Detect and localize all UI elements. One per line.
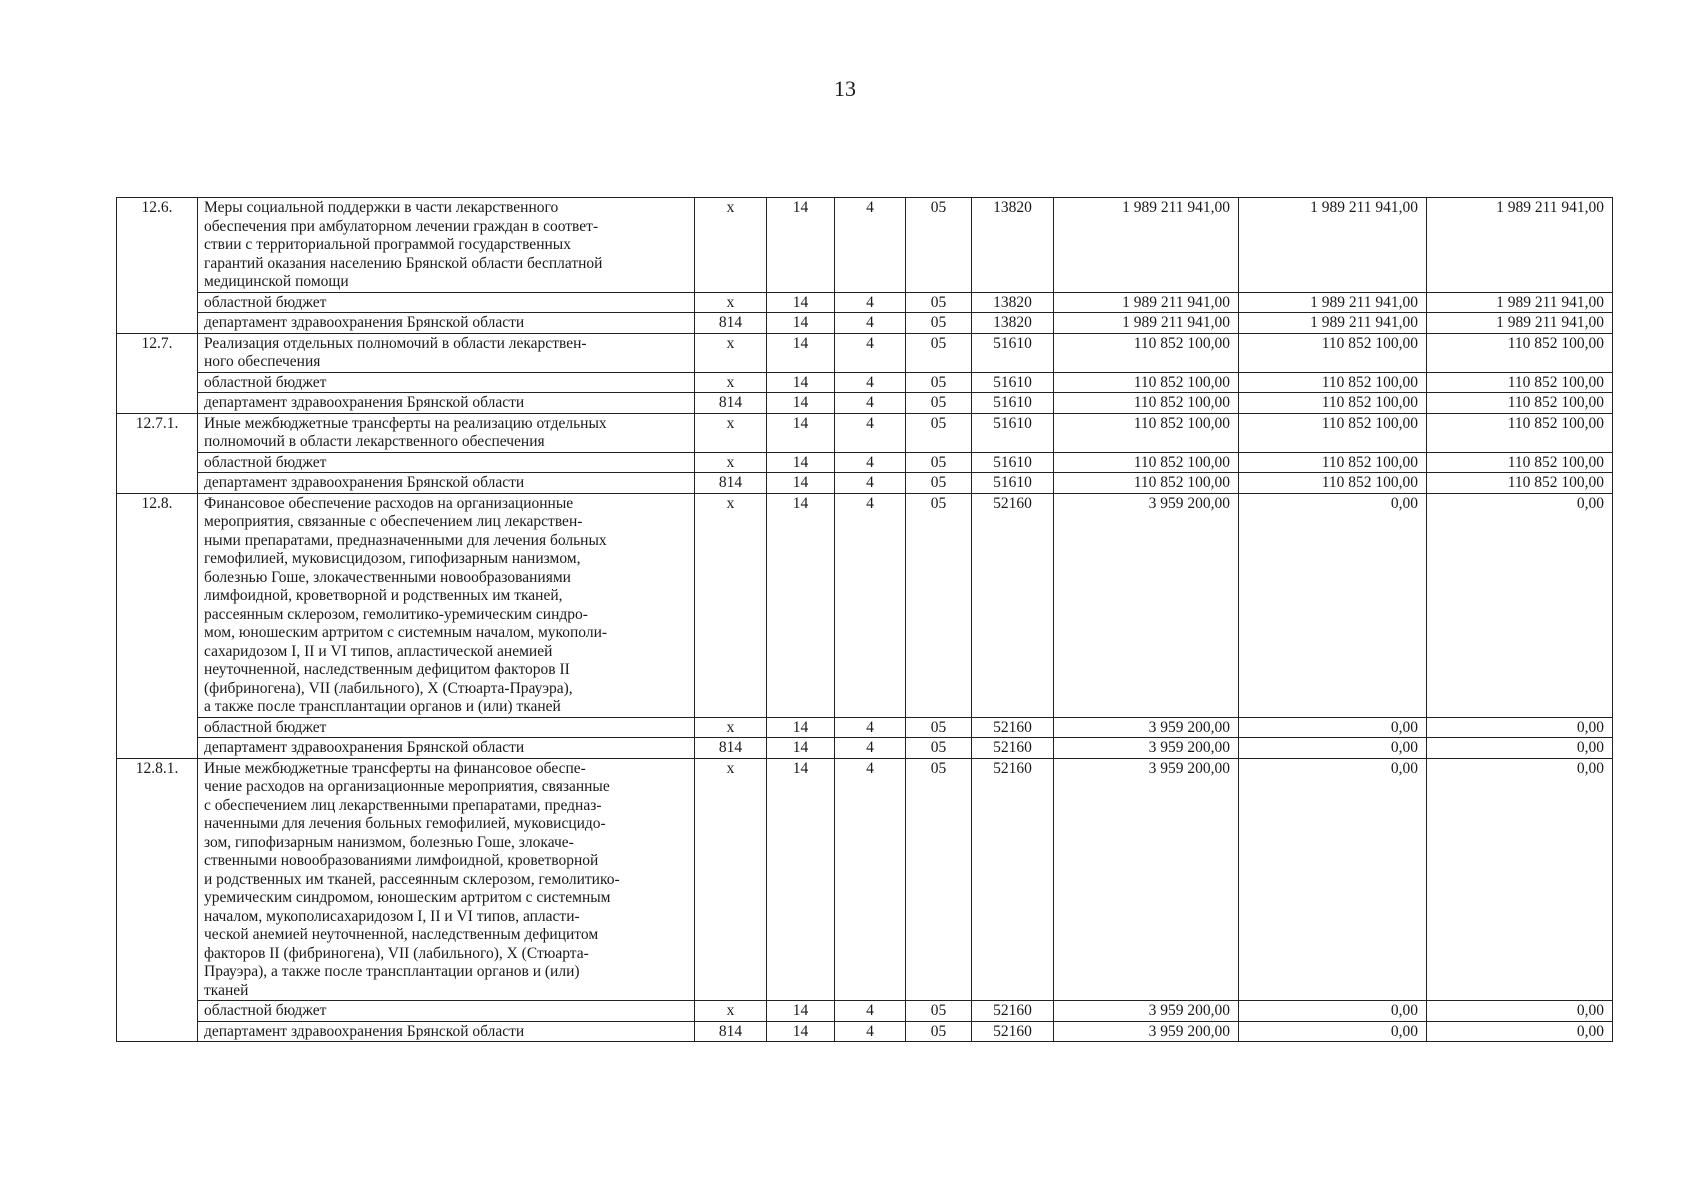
code-cell: 14 bbox=[767, 1001, 835, 1022]
page-number: 13 bbox=[834, 76, 856, 101]
amount-cell: 3 959 200,00 bbox=[1054, 758, 1239, 1001]
code-cell: 14 bbox=[767, 717, 835, 738]
row-description bbox=[198, 198, 695, 293]
code-cell: 05 bbox=[906, 473, 972, 494]
amount-cell: 110 852 100,00 bbox=[1239, 473, 1427, 494]
description-line: ного обеспечения bbox=[204, 353, 321, 370]
code-cell: 05 bbox=[906, 717, 972, 738]
code-cell: 4 bbox=[835, 393, 906, 414]
table-row bbox=[117, 493, 1613, 717]
amount-cell: 110 852 100,00 bbox=[1427, 393, 1613, 414]
table-row bbox=[117, 333, 1613, 372]
description-line: уремическим синдромом, юношеским артритом с системным bbox=[204, 889, 611, 906]
code-cell: 05 bbox=[906, 313, 972, 334]
code-cell: 05 bbox=[906, 758, 972, 1001]
subrow-description: областной бюджет bbox=[198, 1001, 695, 1022]
code-cell: 14 bbox=[767, 393, 835, 414]
budget-table bbox=[116, 197, 1613, 1042]
code-cell: 05 bbox=[906, 198, 972, 293]
amount-cell: 1 989 211 941,00 bbox=[1427, 198, 1613, 293]
amount-cell: 110 852 100,00 bbox=[1054, 473, 1239, 494]
subrow-description: департамент здравоохранения Брянской области bbox=[198, 738, 695, 759]
amount-cell: 110 852 100,00 bbox=[1054, 333, 1239, 372]
description-line: ствии с территориальной программой государственных bbox=[204, 236, 571, 253]
code-cell: 4 bbox=[835, 292, 906, 313]
code-cell: 51610 bbox=[972, 413, 1054, 452]
code-cell: 14 bbox=[767, 313, 835, 334]
row-description bbox=[198, 493, 695, 717]
table-subrow bbox=[117, 717, 1613, 738]
code-cell: x bbox=[695, 493, 767, 717]
subrow-description: департамент здравоохранения Брянской области bbox=[198, 313, 695, 334]
amount-cell: 0,00 bbox=[1239, 1021, 1427, 1042]
code-cell: 05 bbox=[906, 413, 972, 452]
description-line: гемофилией, муковисцидозом, гипофизарным нанизмом, bbox=[204, 550, 581, 567]
amount-cell: 0,00 bbox=[1427, 717, 1613, 738]
description-line: медицинской помощи bbox=[204, 273, 349, 290]
code-cell: 14 bbox=[767, 473, 835, 494]
description-line: Меры социальной поддержки в части лекарственного bbox=[204, 199, 559, 216]
table-subrow bbox=[117, 473, 1613, 494]
code-cell: 4 bbox=[835, 333, 906, 372]
amount-cell: 110 852 100,00 bbox=[1239, 333, 1427, 372]
table-subrow bbox=[117, 452, 1613, 473]
code-cell: 4 bbox=[835, 413, 906, 452]
code-cell: 4 bbox=[835, 198, 906, 293]
description-line: началом, мукополисахаридозом I, II и VI типов, апласти- bbox=[204, 907, 580, 925]
table-subrow bbox=[117, 372, 1613, 393]
code-cell: 4 bbox=[835, 738, 906, 759]
description-line: Иные межбюджетные трансферты на реализацию отдельных bbox=[204, 414, 607, 432]
amount-cell: 3 959 200,00 bbox=[1054, 1001, 1239, 1022]
description-line: болезнью Гоше, злокачественными новообразованиями bbox=[204, 568, 571, 586]
amount-cell: 3 959 200,00 bbox=[1054, 1021, 1239, 1042]
code-cell: x bbox=[695, 1001, 767, 1022]
amount-cell: 3 959 200,00 bbox=[1054, 493, 1239, 717]
code-cell: x bbox=[695, 758, 767, 1001]
amount-cell: 110 852 100,00 bbox=[1239, 413, 1427, 452]
amount-cell: 0,00 bbox=[1239, 738, 1427, 759]
amount-cell: 0,00 bbox=[1427, 493, 1613, 717]
row-number: 12.6. bbox=[117, 198, 198, 334]
description-line: обеспечения при амбулаторном лечении граждан в соответ- bbox=[204, 217, 599, 235]
table-subrow bbox=[117, 1001, 1613, 1022]
description-line: полномочий в области лекарственного обеспечения bbox=[204, 433, 545, 450]
amount-cell: 110 852 100,00 bbox=[1427, 333, 1613, 372]
amount-cell: 110 852 100,00 bbox=[1054, 393, 1239, 414]
amount-cell: 110 852 100,00 bbox=[1239, 452, 1427, 473]
code-cell: 05 bbox=[906, 1021, 972, 1042]
code-cell: 4 bbox=[835, 1001, 906, 1022]
amount-cell: 110 852 100,00 bbox=[1427, 452, 1613, 473]
code-cell: 14 bbox=[767, 758, 835, 1001]
description-line: ческой анемией неуточненной, наследственным дефицитом bbox=[204, 926, 599, 943]
description-line: мом, юношеским артритом с системным началом, мукополи- bbox=[204, 624, 608, 641]
subrow-description: областной бюджет bbox=[198, 717, 695, 738]
table-subrow bbox=[117, 393, 1613, 414]
amount-cell: 0,00 bbox=[1427, 1001, 1613, 1022]
subrow-description: департамент здравоохранения Брянской области bbox=[198, 1021, 695, 1042]
amount-cell: 3 959 200,00 bbox=[1054, 738, 1239, 759]
table-subrow bbox=[117, 738, 1613, 759]
amount-cell: 1 989 211 941,00 bbox=[1427, 292, 1613, 313]
code-cell: 14 bbox=[767, 493, 835, 717]
table-row bbox=[117, 413, 1613, 452]
code-cell: 05 bbox=[906, 1001, 972, 1022]
subrow-description: областной бюджет bbox=[198, 372, 695, 393]
amount-cell: 0,00 bbox=[1427, 738, 1613, 759]
code-cell: 4 bbox=[835, 493, 906, 717]
row-description bbox=[198, 333, 695, 372]
amount-cell: 110 852 100,00 bbox=[1054, 413, 1239, 452]
code-cell: 14 bbox=[767, 292, 835, 313]
amount-cell: 0,00 bbox=[1427, 1021, 1613, 1042]
code-cell: 05 bbox=[906, 333, 972, 372]
code-cell: 4 bbox=[835, 372, 906, 393]
code-cell: 814 bbox=[695, 313, 767, 334]
description-line: наченными для лечения больных гемофилией, муковисцидо- bbox=[204, 815, 606, 832]
row-number: 12.7. bbox=[117, 333, 198, 413]
description-line: рассеянным склерозом, гемолитико-уремическим синдро- bbox=[204, 605, 588, 623]
description-line: сахаридозом I, II и VI типов, апластической анемией bbox=[204, 642, 553, 660]
code-cell: 52160 bbox=[972, 717, 1054, 738]
code-cell: 4 bbox=[835, 473, 906, 494]
row-number: 12.8.1. bbox=[117, 758, 198, 1042]
description-line: (фибриногена), VII (лабильного), X (Стюарта-Прауэра), bbox=[204, 679, 573, 697]
description-line: мероприятия, связанные с обеспечением лиц лекарствен- bbox=[204, 513, 583, 530]
description-line: факторов II (фибриногена), VII (лабильного), X (Стюарта- bbox=[204, 944, 589, 962]
amount-cell: 110 852 100,00 bbox=[1054, 372, 1239, 393]
code-cell: 51610 bbox=[972, 333, 1054, 372]
amount-cell: 1 989 211 941,00 bbox=[1239, 198, 1427, 293]
code-cell: 4 bbox=[835, 313, 906, 334]
table-subrow bbox=[117, 313, 1613, 334]
amount-cell: 110 852 100,00 bbox=[1427, 372, 1613, 393]
code-cell: x bbox=[695, 717, 767, 738]
code-cell: 14 bbox=[767, 452, 835, 473]
code-cell: 51610 bbox=[972, 372, 1054, 393]
amount-cell: 110 852 100,00 bbox=[1427, 413, 1613, 452]
code-cell: 05 bbox=[906, 452, 972, 473]
code-cell: 05 bbox=[906, 738, 972, 759]
code-cell: 14 bbox=[767, 738, 835, 759]
subrow-description: департамент здравоохранения Брянской области bbox=[198, 473, 695, 494]
code-cell: 52160 bbox=[972, 1001, 1054, 1022]
subrow-description: департамент здравоохранения Брянской области bbox=[198, 393, 695, 414]
subrow-description: областной бюджет bbox=[198, 292, 695, 313]
code-cell: 52160 bbox=[972, 493, 1054, 717]
description-line: Финансовое обеспечение расходов на организационные bbox=[204, 494, 574, 512]
table-subrow bbox=[117, 1021, 1613, 1042]
description-line: а также после трансплантации органов и (или) тканей bbox=[204, 698, 561, 715]
code-cell: 4 bbox=[835, 717, 906, 738]
code-cell: 814 bbox=[695, 473, 767, 494]
amount-cell: 0,00 bbox=[1239, 1001, 1427, 1022]
code-cell: 14 bbox=[767, 413, 835, 452]
code-cell: 814 bbox=[695, 738, 767, 759]
amount-cell: 3 959 200,00 bbox=[1054, 717, 1239, 738]
table-subrow bbox=[117, 292, 1613, 313]
code-cell: 13820 bbox=[972, 313, 1054, 334]
description-line: ственными новообразованиями лимфоидной, кроветворной bbox=[204, 852, 599, 869]
code-cell: 52160 bbox=[972, 758, 1054, 1001]
code-cell: 05 bbox=[906, 393, 972, 414]
code-cell: 4 bbox=[835, 452, 906, 473]
code-cell: 4 bbox=[835, 758, 906, 1001]
code-cell: 52160 bbox=[972, 1021, 1054, 1042]
code-cell: 05 bbox=[906, 372, 972, 393]
code-cell: x bbox=[695, 198, 767, 293]
amount-cell: 0,00 bbox=[1239, 717, 1427, 738]
code-cell: 13820 bbox=[972, 198, 1054, 293]
code-cell: 51610 bbox=[972, 452, 1054, 473]
code-cell: 14 bbox=[767, 372, 835, 393]
code-cell: x bbox=[695, 333, 767, 372]
amount-cell: 1 989 211 941,00 bbox=[1054, 198, 1239, 293]
amount-cell: 110 852 100,00 bbox=[1054, 452, 1239, 473]
code-cell: x bbox=[695, 372, 767, 393]
row-description bbox=[198, 413, 695, 452]
code-cell: 14 bbox=[767, 1021, 835, 1042]
row-number: 12.7.1. bbox=[117, 413, 198, 493]
description-line: лимфоидной, кроветворной и родственных им тканей, bbox=[204, 587, 563, 604]
amount-cell: 1 989 211 941,00 bbox=[1239, 313, 1427, 334]
amount-cell: 110 852 100,00 bbox=[1239, 372, 1427, 393]
amount-cell: 0,00 bbox=[1239, 758, 1427, 1001]
table-row bbox=[117, 198, 1613, 293]
description-line: зом, гипофизарным нанизмом, болезнью Гоше, злокаче- bbox=[204, 833, 574, 851]
description-line: Иные межбюджетные трансферты на финансовое обеспе- bbox=[204, 759, 586, 777]
description-line: Прауэра), а также после трансплантации органов и (или) bbox=[204, 963, 580, 980]
code-cell: x bbox=[695, 413, 767, 452]
description-line: и родственных им тканей, рассеянным склерозом, гемолитико- bbox=[204, 870, 620, 888]
code-cell: 14 bbox=[767, 198, 835, 293]
amount-cell: 110 852 100,00 bbox=[1427, 473, 1613, 494]
code-cell: 4 bbox=[835, 1021, 906, 1042]
amount-cell: 0,00 bbox=[1427, 758, 1613, 1001]
amount-cell: 1 989 211 941,00 bbox=[1239, 292, 1427, 313]
amount-cell: 1 989 211 941,00 bbox=[1054, 292, 1239, 313]
code-cell: 51610 bbox=[972, 393, 1054, 414]
code-cell: 52160 bbox=[972, 738, 1054, 759]
amount-cell: 110 852 100,00 bbox=[1239, 393, 1427, 414]
amount-cell: 1 989 211 941,00 bbox=[1054, 313, 1239, 334]
code-cell: x bbox=[695, 452, 767, 473]
table-row bbox=[117, 758, 1613, 1001]
description-line: ными препаратами, предназначенными для лечения больных bbox=[204, 531, 607, 549]
description-line: тканей bbox=[204, 981, 249, 999]
amount-cell: 0,00 bbox=[1239, 493, 1427, 717]
row-number: 12.8. bbox=[117, 493, 198, 758]
row-description bbox=[198, 758, 695, 1001]
code-cell: 14 bbox=[767, 333, 835, 372]
description-line: гарантий оказания населению Брянской области бесплатной bbox=[204, 254, 603, 272]
description-line: Реализация отдельных полномочий в области лекарствен- bbox=[204, 334, 587, 352]
code-cell: 05 bbox=[906, 292, 972, 313]
description-line: чение расходов на организационные мероприятия, связанные bbox=[204, 778, 610, 795]
code-cell: 51610 bbox=[972, 473, 1054, 494]
code-cell: 05 bbox=[906, 493, 972, 717]
code-cell: 13820 bbox=[972, 292, 1054, 313]
subrow-description: областной бюджет bbox=[198, 452, 695, 473]
code-cell: x bbox=[695, 292, 767, 313]
description-line: неуточненной, наследственным дефицитом факторов II bbox=[204, 661, 570, 678]
code-cell: 814 bbox=[695, 393, 767, 414]
code-cell: 814 bbox=[695, 1021, 767, 1042]
amount-cell: 1 989 211 941,00 bbox=[1427, 313, 1613, 334]
description-line: с обеспечением лиц лекарственными препаратами, предназ- bbox=[204, 796, 602, 814]
